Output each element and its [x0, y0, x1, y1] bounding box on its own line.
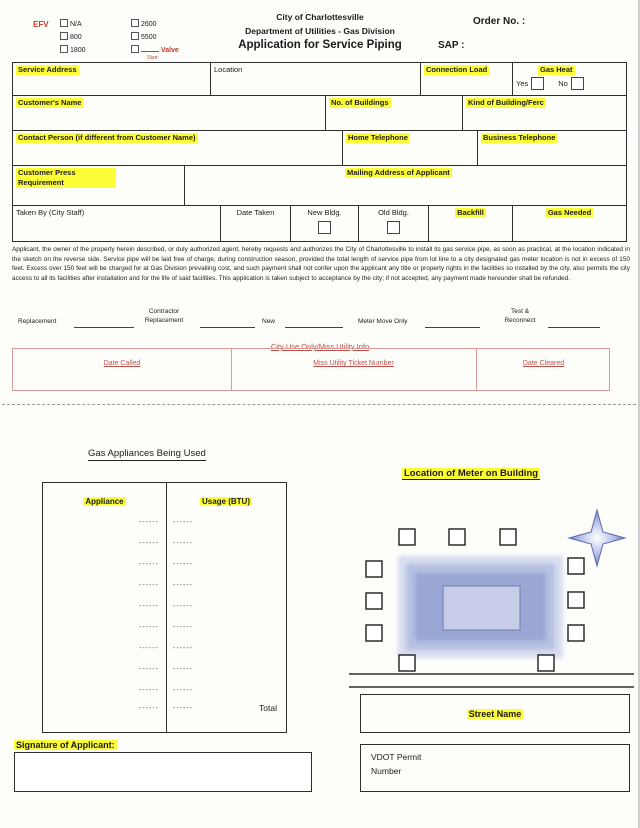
appliance-row — [43, 519, 286, 531]
usage-dash: ------ — [173, 561, 193, 568]
sap-label: SAP : — [438, 40, 465, 51]
usage-dash: ------ — [173, 603, 193, 610]
usage-dash: ------ — [173, 519, 193, 526]
connection-load-cell — [421, 63, 513, 96]
contact-person-cell — [13, 131, 343, 166]
no-of-buildings-cell — [326, 96, 463, 131]
service-address-cell — [13, 63, 211, 96]
service-type-contractor-replacement: Contractor Replacement — [144, 308, 184, 324]
2600-checkbox[interactable] — [131, 19, 139, 27]
yes-label: Yes — [516, 78, 529, 88]
contractor-blank-line — [200, 318, 255, 328]
usage-column-header: Usage (BTU) — [201, 497, 250, 506]
appliance-row — [43, 603, 286, 615]
city-use-table — [12, 348, 610, 391]
gas-heat-label: Gas Heat — [540, 65, 573, 74]
appliance-dash: ------ — [139, 519, 159, 526]
meter-title-row — [402, 463, 540, 481]
appliance-dash: ------ — [139, 666, 159, 673]
no-of-buildings-label: No. of Buildings — [331, 98, 389, 107]
meter-square-top-3[interactable] — [500, 529, 516, 545]
gas-heat-cell — [513, 63, 626, 96]
kind-of-building-cell — [463, 96, 626, 131]
usage-dash: ------ — [173, 645, 193, 652]
location-cell — [211, 63, 421, 96]
appliance-dash: ------ — [139, 705, 159, 712]
appliance-row — [43, 666, 286, 678]
appliance-row — [43, 645, 286, 657]
business-telephone-cell — [478, 131, 626, 166]
old-bldg-label: Old Bldg. — [378, 208, 409, 217]
new-bldg-checkbox[interactable] — [318, 221, 331, 234]
customer-name-label: Customer's Name — [18, 98, 82, 107]
mailing-address-cell — [185, 166, 626, 206]
agreement-paragraph: Applicant, the owner of the property herein described, or duly authorized agent, hereby requests and authorizes the City of Charlottesville to install its gas service pipe, as soon as practical, at the location indicated in the sketch on the reverse side. Service pipe will be laid free of charge, during construction season, provided the total length of service pipe from lot line to a city designated gas meter location is not in excess of 150 feet. Excess over 150 feet will be charged for at Gas Division prevailing cost, and such payment shall not confer upon the applicant any title or property rights in the facilities so installed by the city, also permits the city access to all its facilities after installation and for the life of said facilities. This application is taken subject to acceptance by the city; if not accepted, any payment made hereunder shall be refunded. — [12, 246, 630, 282]
800-label: 800 — [69, 34, 82, 41]
ticket-number-header — [231, 352, 476, 370]
home-telephone-label: Home Telephone — [348, 133, 408, 142]
service-type-replacement: Replacement — [18, 318, 57, 325]
gas-heat-yes-checkbox[interactable] — [531, 77, 544, 90]
size-label: Size — [147, 55, 158, 61]
taken-by-label: Taken By (City Staff) — [16, 208, 85, 217]
new-bldg-label: New Bldg. — [307, 208, 342, 217]
valve-label: Valve — [160, 47, 179, 54]
street-name-box — [360, 694, 630, 733]
appliance-row — [43, 561, 286, 573]
meter-square-top-2[interactable] — [449, 529, 465, 545]
replacement-blank-line — [74, 318, 134, 328]
meter-square-bottom-2[interactable] — [538, 655, 554, 671]
efv-option-na — [60, 19, 82, 28]
new-blank-line — [285, 318, 343, 328]
meter-square-right-2[interactable] — [568, 592, 584, 608]
customer-press-label: Customer Press Requirement — [16, 168, 116, 188]
old-bldg-checkbox[interactable] — [387, 221, 400, 234]
1800-label: 1800 — [69, 47, 86, 54]
service-address-label: Service Address — [18, 65, 77, 74]
appliance-row — [43, 687, 286, 699]
page-separator-dashed-line — [2, 404, 636, 405]
2600-label: 2600 — [140, 21, 157, 28]
meter-square-right-3[interactable] — [568, 625, 584, 641]
signature-label: Signature of Applicant: — [16, 740, 115, 750]
backfill-cell — [429, 206, 513, 241]
valve-size-blank — [141, 45, 159, 52]
usage-dash: ------ — [173, 582, 193, 589]
efv-option-1800 — [60, 45, 86, 54]
building-inner-rect — [443, 586, 520, 630]
form-header — [180, 12, 460, 51]
vdot-permit-box — [360, 744, 630, 792]
appliance-dash: ------ — [139, 624, 159, 631]
date-cleared-label: Date Cleared — [522, 360, 565, 367]
usage-dash: ------ — [173, 624, 193, 631]
customer-name-cell — [13, 96, 326, 131]
old-bldg-cell — [359, 206, 429, 241]
date-called-header — [13, 352, 231, 370]
gas-needed-cell — [513, 206, 626, 241]
5500-label: 5500 — [140, 34, 157, 41]
service-type-new: New — [262, 318, 276, 325]
appliance-dash: ------ — [139, 603, 159, 610]
dept-title: Department of Utilities - Gas Division — [245, 26, 395, 36]
usage-dash: ------ — [173, 540, 193, 547]
signature-label-row — [14, 735, 117, 753]
meter-square-right-1[interactable] — [568, 558, 584, 574]
1800-checkbox[interactable] — [60, 45, 68, 53]
application-table — [12, 62, 627, 242]
total-label: Total — [259, 703, 277, 713]
usage-dash: ------ — [173, 705, 193, 712]
appliances-title: Gas Appliances Being Used — [88, 448, 206, 459]
usage-dash: ------ — [173, 687, 193, 694]
meter-square-left-2[interactable] — [366, 593, 382, 609]
appliance-dash: ------ — [139, 540, 159, 547]
meter-move-blank-line — [425, 318, 480, 328]
form-title: Application for Service Piping — [238, 39, 402, 51]
appliance-dash: ------ — [139, 582, 159, 589]
street-name-label: Street Name — [468, 708, 522, 719]
efv-option-2600 — [131, 19, 157, 28]
customer-press-cell — [13, 166, 185, 206]
efv-label: EFV — [33, 20, 49, 29]
date-called-label: Date Called — [103, 360, 141, 367]
gas-needed-label: Gas Needed — [547, 208, 592, 217]
kind-of-building-label: Kind of Building/Ferc — [468, 98, 544, 107]
test-reconnect-blank-line — [548, 318, 600, 328]
appliance-row — [43, 582, 286, 594]
meter-square-bottom-1[interactable] — [399, 655, 415, 671]
new-bldg-cell — [291, 206, 359, 241]
appliance-dash: ------ — [139, 645, 159, 652]
taken-by-cell — [13, 206, 221, 241]
city-title: City of Charlottesville — [276, 12, 364, 22]
appliance-column-header: Appliance — [85, 497, 124, 506]
service-type-test-reconnect: Test & Reconnect — [504, 308, 536, 324]
na-label: N/A — [69, 21, 82, 28]
mailing-address-label: Mailing Address of Applicant — [347, 168, 450, 177]
na-checkbox[interactable] — [60, 19, 68, 27]
meter-square-left-3[interactable] — [366, 625, 382, 641]
usage-header-cell — [166, 491, 286, 509]
no-label: No — [558, 78, 568, 88]
appliance-row — [43, 624, 286, 636]
800-checkbox[interactable] — [60, 32, 68, 40]
5500-checkbox[interactable] — [131, 32, 139, 40]
appliances-table — [42, 482, 287, 733]
city-use-title: City Use Only/Miss Utility Info — [270, 342, 370, 351]
efv-option-5500 — [131, 32, 157, 41]
meter-square-top-1[interactable] — [399, 529, 415, 545]
valve-checkbox[interactable] — [131, 45, 139, 53]
appliance-dash: ------ — [139, 561, 159, 568]
order-no-label: Order No. : — [473, 16, 526, 27]
gas-heat-no-checkbox[interactable] — [571, 77, 584, 90]
meter-title: Location of Meter on Building — [404, 468, 539, 479]
home-telephone-cell — [343, 131, 478, 166]
efv-option-valve — [131, 45, 179, 54]
appliance-dash: ------ — [139, 687, 159, 694]
vdot-permit-line2: Number — [371, 766, 402, 776]
business-telephone-label: Business Telephone — [483, 133, 556, 142]
date-cleared-header — [476, 352, 611, 370]
meter-square-left-1[interactable] — [366, 561, 382, 577]
appliance-header-cell — [43, 491, 166, 509]
signature-box[interactable] — [14, 752, 312, 792]
date-taken-cell — [221, 206, 291, 241]
vdot-permit-line1: VDOT Permit — [371, 752, 422, 762]
connection-load-label: Connection Load — [426, 65, 488, 74]
usage-dash: ------ — [173, 666, 193, 673]
date-taken-label: Date Taken — [236, 208, 275, 217]
ticket-number-label: Miss Utility Ticket Number — [313, 360, 394, 367]
contact-person-label: Contact Person (if different from Customer Name) — [18, 133, 196, 142]
meter-location-diagram — [345, 498, 638, 694]
backfill-label: Backfill — [457, 208, 484, 217]
service-type-meter-move: Meter Move Only — [358, 318, 408, 325]
location-label: Location — [214, 65, 243, 74]
appliance-row — [43, 540, 286, 552]
efv-option-800 — [60, 32, 82, 41]
